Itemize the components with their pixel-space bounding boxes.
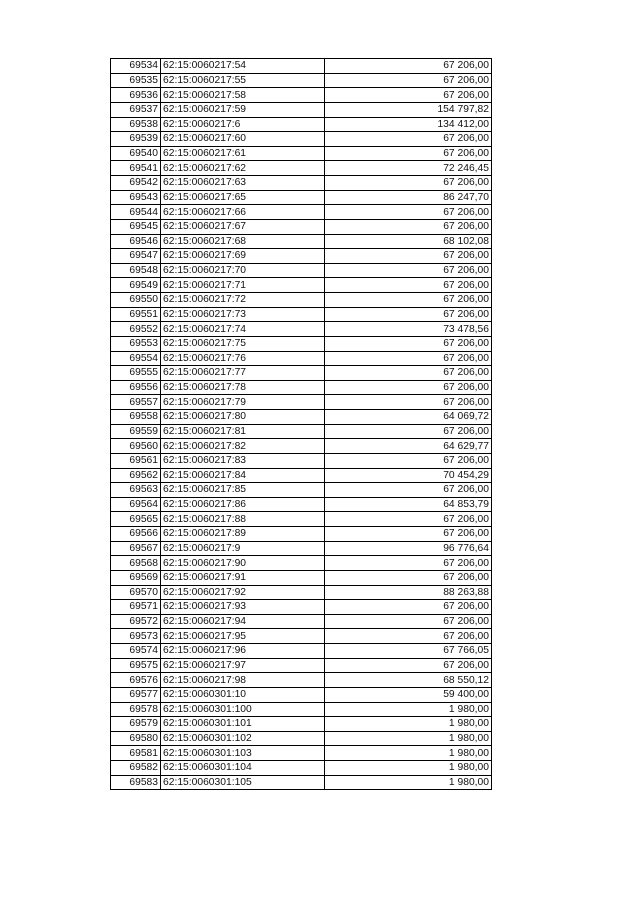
cadastral-number: 62:15:0060217:68: [161, 234, 325, 249]
table-row: [111, 468, 492, 483]
cadastral-value: 67 206,00: [325, 380, 492, 395]
table-row: [111, 307, 492, 322]
row-number: 69557: [111, 395, 161, 410]
row-number: 69556: [111, 380, 161, 395]
cadastral-value: 72 246,45: [325, 161, 492, 176]
cadastral-value: 64 069,72: [325, 410, 492, 425]
cadastral-number: 62:15:0060217:77: [161, 366, 325, 381]
row-number: 69575: [111, 658, 161, 673]
cadastral-value: 68 102,08: [325, 234, 492, 249]
cadastral-number: 62:15:0060301:102: [161, 731, 325, 746]
cadastral-value: 154 797,82: [325, 102, 492, 117]
cadastral-number: 62:15:0060217:71: [161, 278, 325, 293]
cadastral-number: 62:15:0060217:84: [161, 468, 325, 483]
row-number: 69567: [111, 541, 161, 556]
row-number: 69558: [111, 410, 161, 425]
row-number: 69560: [111, 439, 161, 454]
row-number: 69542: [111, 176, 161, 191]
cadastral-number: 62:15:0060217:85: [161, 483, 325, 498]
cadastral-number: 62:15:0060217:76: [161, 351, 325, 366]
cadastral-value: 67 206,00: [325, 483, 492, 498]
table-row: [111, 731, 492, 746]
cadastral-value: 68 550,12: [325, 673, 492, 688]
table-row: [111, 146, 492, 161]
cadastral-value: 67 206,00: [325, 176, 492, 191]
cadastral-value: 67 206,00: [325, 453, 492, 468]
cadastral-number: 62:15:0060217:86: [161, 497, 325, 512]
row-number: 69569: [111, 570, 161, 585]
cadastral-value: 67 206,00: [325, 73, 492, 88]
cadastral-number: 62:15:0060217:62: [161, 161, 325, 176]
cadastral-number: 62:15:0060301:100: [161, 702, 325, 717]
cadastral-number: 62:15:0060301:101: [161, 717, 325, 732]
row-number: 69580: [111, 731, 161, 746]
table-row: [111, 483, 492, 498]
cadastral-value: 67 206,00: [325, 307, 492, 322]
cadastral-value: 1 980,00: [325, 717, 492, 732]
row-number: 69552: [111, 322, 161, 337]
table-row: [111, 424, 492, 439]
cadastral-number: 62:15:0060217:96: [161, 644, 325, 659]
row-number: 69576: [111, 673, 161, 688]
row-number: 69582: [111, 761, 161, 776]
data-table: [110, 58, 492, 790]
cadastral-value: 96 776,64: [325, 541, 492, 556]
table-row: [111, 629, 492, 644]
table-row: [111, 102, 492, 117]
cadastral-number: 62:15:0060217:60: [161, 132, 325, 147]
cadastral-number: 62:15:0060301:10: [161, 687, 325, 702]
table-row: [111, 527, 492, 542]
cadastral-value: 1 980,00: [325, 702, 492, 717]
row-number: 69566: [111, 527, 161, 542]
cadastral-value: 64 853,79: [325, 497, 492, 512]
row-number: 69577: [111, 687, 161, 702]
row-number: 69574: [111, 644, 161, 659]
cadastral-value: 134 412,00: [325, 117, 492, 132]
table-row: [111, 249, 492, 264]
cadastral-number: 62:15:0060217:95: [161, 629, 325, 644]
row-number: 69547: [111, 249, 161, 264]
cadastral-value: 86 247,70: [325, 190, 492, 205]
table-row: [111, 219, 492, 234]
table-body: [111, 59, 492, 790]
cadastral-number: 62:15:0060217:98: [161, 673, 325, 688]
cadastral-number: 62:15:0060217:54: [161, 59, 325, 74]
row-number: 69570: [111, 585, 161, 600]
cadastral-number: 62:15:0060217:59: [161, 102, 325, 117]
table-row: [111, 556, 492, 571]
table-row: [111, 73, 492, 88]
row-number: 69535: [111, 73, 161, 88]
cadastral-value: 67 206,00: [325, 146, 492, 161]
cadastral-value: 67 206,00: [325, 614, 492, 629]
cadastral-number: 62:15:0060301:104: [161, 761, 325, 776]
cadastral-value: 67 206,00: [325, 336, 492, 351]
cadastral-value: 67 206,00: [325, 600, 492, 615]
table-row: [111, 585, 492, 600]
cadastral-value: 67 206,00: [325, 351, 492, 366]
cadastral-number: 62:15:0060217:55: [161, 73, 325, 88]
table-row: [111, 410, 492, 425]
row-number: 69579: [111, 717, 161, 732]
table-row: [111, 453, 492, 468]
cadastral-number: 62:15:0060217:78: [161, 380, 325, 395]
table-row: [111, 512, 492, 527]
cadastral-value: 1 980,00: [325, 761, 492, 776]
row-number: 69551: [111, 307, 161, 322]
cadastral-value: 67 206,00: [325, 570, 492, 585]
cadastral-value: 67 206,00: [325, 293, 492, 308]
table-row: [111, 761, 492, 776]
row-number: 69534: [111, 59, 161, 74]
cadastral-number: 62:15:0060217:80: [161, 410, 325, 425]
row-number: 69563: [111, 483, 161, 498]
table-row: [111, 351, 492, 366]
cadastral-value: 67 206,00: [325, 132, 492, 147]
table-row: [111, 644, 492, 659]
row-number: 69536: [111, 88, 161, 103]
cadastral-number: 62:15:0060217:61: [161, 146, 325, 161]
cadastral-number: 62:15:0060217:67: [161, 219, 325, 234]
table-row: [111, 336, 492, 351]
cadastral-number: 62:15:0060217:94: [161, 614, 325, 629]
row-number: 69565: [111, 512, 161, 527]
cadastral-value: 1 980,00: [325, 746, 492, 761]
cadastral-value: 67 206,00: [325, 512, 492, 527]
cadastral-value: 67 206,00: [325, 263, 492, 278]
cadastral-number: 62:15:0060217:81: [161, 424, 325, 439]
cadastral-value: 67 206,00: [325, 366, 492, 381]
cadastral-number: 62:15:0060217:72: [161, 293, 325, 308]
cadastral-value: 67 206,00: [325, 658, 492, 673]
table-row: [111, 541, 492, 556]
row-number: 69562: [111, 468, 161, 483]
table-row: [111, 88, 492, 103]
cadastral-number: 62:15:0060217:88: [161, 512, 325, 527]
table-row: [111, 366, 492, 381]
table-row: [111, 395, 492, 410]
row-number: 69544: [111, 205, 161, 220]
row-number: 69546: [111, 234, 161, 249]
table-row: [111, 176, 492, 191]
row-number: 69545: [111, 219, 161, 234]
cadastral-number: 62:15:0060217:79: [161, 395, 325, 410]
table-row: [111, 234, 492, 249]
table-row: [111, 439, 492, 454]
table-row: [111, 673, 492, 688]
row-number: 69540: [111, 146, 161, 161]
row-number: 69578: [111, 702, 161, 717]
row-number: 69541: [111, 161, 161, 176]
row-number: 69572: [111, 614, 161, 629]
cadastral-number: 62:15:0060217:9: [161, 541, 325, 556]
table-row: [111, 687, 492, 702]
cadastral-number: 62:15:0060217:63: [161, 176, 325, 191]
table-row: [111, 717, 492, 732]
row-number: 69538: [111, 117, 161, 132]
table-row: [111, 117, 492, 132]
table-row: [111, 132, 492, 147]
cadastral-value: 67 206,00: [325, 556, 492, 571]
cadastral-value: 67 206,00: [325, 278, 492, 293]
cadastral-value: 67 206,00: [325, 219, 492, 234]
cadastral-number: 62:15:0060301:105: [161, 775, 325, 790]
cadastral-value: 67 206,00: [325, 424, 492, 439]
table-row: [111, 702, 492, 717]
table-row: [111, 205, 492, 220]
row-number: 69564: [111, 497, 161, 512]
table-row: [111, 278, 492, 293]
table-row: [111, 614, 492, 629]
row-number: 69561: [111, 453, 161, 468]
table-row: [111, 658, 492, 673]
cadastral-value: 67 766,05: [325, 644, 492, 659]
cadastral-value: 67 206,00: [325, 395, 492, 410]
row-number: 69550: [111, 293, 161, 308]
cadastral-value: 1 980,00: [325, 731, 492, 746]
row-number: 69537: [111, 102, 161, 117]
table-row: [111, 190, 492, 205]
cadastral-value: 67 206,00: [325, 249, 492, 264]
cadastral-number: 62:15:0060217:92: [161, 585, 325, 600]
cadastral-value: 70 454,29: [325, 468, 492, 483]
row-number: 69553: [111, 336, 161, 351]
cadastral-number: 62:15:0060217:74: [161, 322, 325, 337]
cadastral-value: 73 478,56: [325, 322, 492, 337]
cadastral-number: 62:15:0060217:66: [161, 205, 325, 220]
table-row: [111, 570, 492, 585]
cadastral-number: 62:15:0060217:69: [161, 249, 325, 264]
row-number: 69549: [111, 278, 161, 293]
row-number: 69554: [111, 351, 161, 366]
cadastral-number: 62:15:0060217:58: [161, 88, 325, 103]
row-number: 69573: [111, 629, 161, 644]
cadastral-value: 67 206,00: [325, 59, 492, 74]
cadastral-value: 67 206,00: [325, 88, 492, 103]
cadastral-number: 62:15:0060217:97: [161, 658, 325, 673]
table-row: [111, 161, 492, 176]
row-number: 69539: [111, 132, 161, 147]
row-number: 69543: [111, 190, 161, 205]
cadastral-number: 62:15:0060217:82: [161, 439, 325, 454]
row-number: 69568: [111, 556, 161, 571]
table-row: [111, 263, 492, 278]
table-row: [111, 497, 492, 512]
table-row: [111, 322, 492, 337]
table-row: [111, 293, 492, 308]
cadastral-value: 88 263,88: [325, 585, 492, 600]
cadastral-number: 62:15:0060217:90: [161, 556, 325, 571]
table-row: [111, 59, 492, 74]
table-row: [111, 600, 492, 615]
cadastral-value: 67 206,00: [325, 527, 492, 542]
cadastral-number: 62:15:0060217:89: [161, 527, 325, 542]
row-number: 69581: [111, 746, 161, 761]
row-number: 69571: [111, 600, 161, 615]
cadastral-number: 62:15:0060217:73: [161, 307, 325, 322]
row-number: 69555: [111, 366, 161, 381]
cadastral-value: 59 400,00: [325, 687, 492, 702]
table-row: [111, 380, 492, 395]
cadastral-number: 62:15:0060217:65: [161, 190, 325, 205]
cadastral-number: 62:15:0060217:70: [161, 263, 325, 278]
cadastral-number: 62:15:0060301:103: [161, 746, 325, 761]
cadastral-number: 62:15:0060217:93: [161, 600, 325, 615]
row-number: 69559: [111, 424, 161, 439]
table-row: [111, 775, 492, 790]
cadastral-number: 62:15:0060217:75: [161, 336, 325, 351]
cadastral-number: 62:15:0060217:91: [161, 570, 325, 585]
row-number: 69548: [111, 263, 161, 278]
cadastral-number: 62:15:0060217:6: [161, 117, 325, 132]
table-row: [111, 746, 492, 761]
cadastral-number: 62:15:0060217:83: [161, 453, 325, 468]
cadastral-value: 67 206,00: [325, 205, 492, 220]
cadastral-value: 1 980,00: [325, 775, 492, 790]
cadastral-value: 67 206,00: [325, 629, 492, 644]
cadastral-value: 64 629,77: [325, 439, 492, 454]
row-number: 69583: [111, 775, 161, 790]
